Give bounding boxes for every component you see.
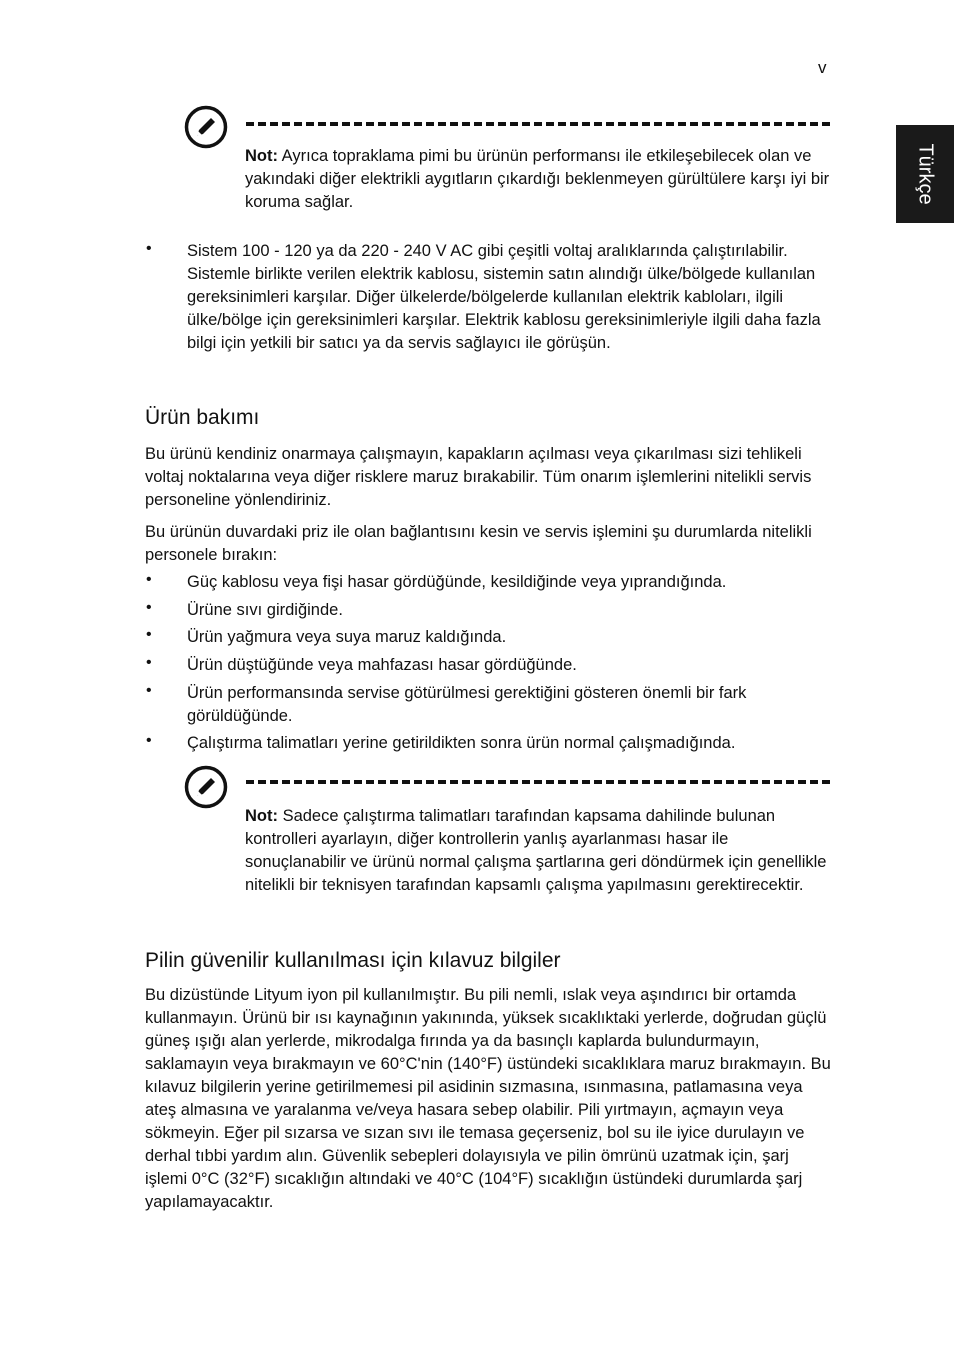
battery-paragraph: Bu dizüstünde Lityum iyon pil kullanılmıştır. Bu pili nemli, ıslak veya aşındırıcı bir ortamda kullanmayın. Ürünü bir ısı kaynağının yakınında, yüksek sıcaklıktaki yerlerde, doğrudan güçlü güneş ışığı alan yerlerde, mikrodalga fırında ya da basınçlı kaplarda bulundurmayın, saklamayın veya bırakmayın ve 60°C'nin (140°F) üstündeki sıcaklıklara maruz bırakmayın. Bu kılavuz bilgilerin yerine getirilmemesi pil asidinin sızmasına, ısınmasına, patlamasına veya ateş almasına ve yaralanma ve/veya hasara sebep olabilir. Pili yırtmayın, açmayın veya sökmeyin. Eğer pil sızarsa ve sızan sıvı ile temasa geçerseniz, bol su ile iyice durulayın ve derhal tıbbi yardım alın. Güvenlik sebepleri dolayısıyla ve pilin ömrünü uzatmak için, şarj işlemi 0°C (32°F) sıcaklığın altındaki ve 40°C (104°F) sıcaklığın üstündeki durumlarda şarj yapılamayacaktır. (145, 986, 831, 1211)
note-divider (246, 780, 830, 784)
note-2 (245, 805, 830, 897)
note-pencil-icon (184, 765, 228, 809)
care-paragraph-1: Bu ürünü kendiniz onarmaya çalışmayın, kapakların açılması veya çıkarılması sizi tehlikeli voltaj noktalarına veya diğer risklere maruz bırakabilir. Tüm onarım işlemlerini nitelikli servis personeline yönlendiriniz. (145, 445, 812, 509)
care-bullet: Güç kablosu veya fişi hasar gördüğünde, kesildiğinde veya yıprandığında. (187, 573, 727, 591)
bullet-dot: • (146, 599, 152, 616)
note-divider (246, 122, 830, 126)
care-bullet: Çalıştırma talimatları yerine getirildikten sonra ürün normal çalışmadığında. (187, 734, 736, 752)
note-1 (245, 145, 830, 214)
note-1-text: Ayrıca topraklama pimi bu ürünün performansı ile etkileşebilecek olan ve yakındaki diğer elektrikli aygıtların çıkardığı beklenmeyen gürültülere karşı iyi bir koruma sağlar. (245, 147, 830, 211)
page-number: v (818, 58, 827, 77)
care-bullet: Ürün yağmura veya suya maruz kaldığında. (187, 628, 507, 646)
language-tab (896, 125, 954, 223)
note-2-text: Sadece çalıştırma talimatları tarafından kapsama dahilinde bulunan kontrolleri ayarlayın, diğer kontrollerin yanlış ayarlanması hasar ile sonuçlanabilir ve ürünü normal çalışma şartlarına geri döndürmek için genellikle nitelikli bir teknisyen tarafından kapsamlı çalışma yapılmasını gerektirecektir. (245, 807, 827, 894)
care-paragraph-2: Bu ürünün duvardaki priz ile olan bağlantısını kesin ve servis işlemini şu durumlarda nitelikli personele bırakın: (145, 523, 812, 564)
note-1-label: Not: (245, 147, 278, 165)
bullet-dot: • (146, 654, 152, 671)
care-bullet: Ürün performansında servise götürülmesi gerektiğini gösteren önemli bir fark görüldüğünde. (187, 684, 747, 725)
section-heading-battery: Pilin güvenilir kullanılması için kılavuz bilgiler (145, 949, 561, 972)
care-bullet: Ürün düştüğünde veya mahfazası hasar gördüğünde. (187, 656, 577, 674)
bullet-dot: • (146, 571, 152, 588)
care-bullet: Ürüne sıvı girdiğinde. (187, 601, 343, 619)
note-2-label: Not: (245, 807, 278, 825)
section-heading-care: Ürün bakımı (145, 406, 260, 429)
bullet-voltage-text: Sistem 100 - 120 ya da 220 - 240 V AC gibi çeşitli voltaj aralıklarında çalıştırılabilir. Sistemle birlikte verilen elektrik kablosu, sistemin satın alındığı ülke/bölgede kullanılan gereksinimleri karşılar. Diğer ülkelerde/bölgelerde kullanılan elektrik kabloları, ilgili ülke/bölge için gereksinimleri karşılar. Elektrik kablosu gereksinimleriyle ilgili daha fazla bilgi için yetkili bir satıcı ya da servis sağlayıcı ile görüşün. (187, 242, 821, 352)
bullet-dot: • (146, 626, 152, 643)
bullet-dot: • (146, 240, 152, 257)
language-tab-label: Türkçe (914, 143, 937, 205)
bullet-dot: • (146, 682, 152, 699)
bullet-dot: • (146, 732, 152, 749)
note-pencil-icon (184, 105, 228, 149)
